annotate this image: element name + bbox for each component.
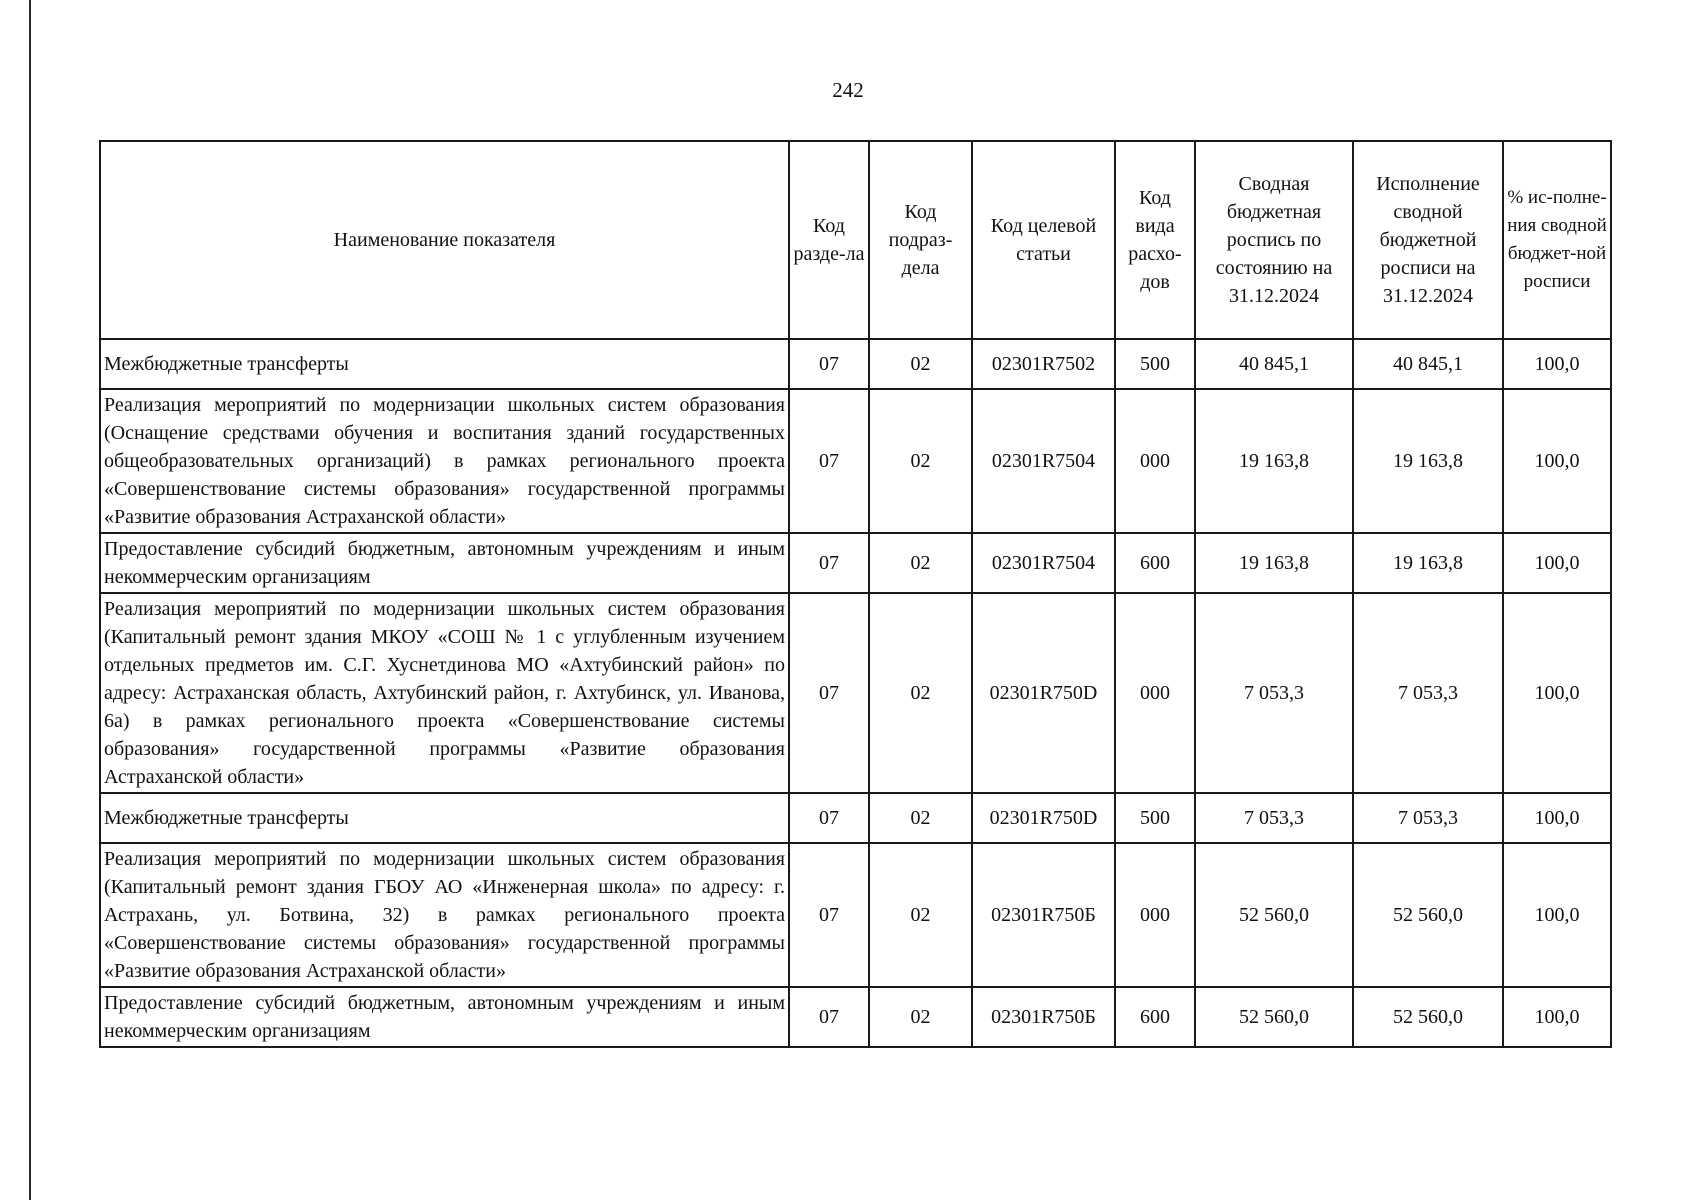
row-target-code: 02301R7504 xyxy=(972,533,1115,593)
row-name: Реализация мероприятий по модернизации школьных систем образования (Капитальный ремонт здания ГБОУ АО «Инженерная школа» по адресу: г. Астрахань, ул. Ботвина, 32) в рамках регионального проекта «Совершенствование системы образования» государственной программы «Развитие образования Астраханской области» xyxy=(100,843,789,987)
row-budget-plan: 52 560,0 xyxy=(1195,843,1353,987)
row-expense-type-code: 500 xyxy=(1115,339,1195,389)
row-budget-execution: 19 163,8 xyxy=(1353,533,1503,593)
table-row xyxy=(100,593,1611,793)
row-section-code: 07 xyxy=(789,593,869,793)
row-budget-plan: 19 163,8 xyxy=(1195,533,1353,593)
row-budget-execution: 40 845,1 xyxy=(1353,339,1503,389)
row-budget-plan: 52 560,0 xyxy=(1195,987,1353,1047)
row-target-code: 02301R750Б xyxy=(972,987,1115,1047)
row-name: Предоставление субсидий бюджетным, автономным учреждениям и иным некоммерческим организациям xyxy=(100,533,789,593)
header-budget-execution: Исполнение сводной бюджетной росписи на 31.12.2024 xyxy=(1353,141,1503,339)
row-subsection-code: 02 xyxy=(869,793,972,843)
row-section-code: 07 xyxy=(789,533,869,593)
row-expense-type-code: 500 xyxy=(1115,793,1195,843)
row-budget-plan: 40 845,1 xyxy=(1195,339,1353,389)
row-execution-percent: 100,0 xyxy=(1503,843,1611,987)
page-margin-line xyxy=(29,0,31,1200)
table-row xyxy=(100,339,1611,389)
row-budget-execution: 7 053,3 xyxy=(1353,793,1503,843)
row-target-code: 02301R750Б xyxy=(972,843,1115,987)
row-target-code: 02301R750D xyxy=(972,793,1115,843)
row-execution-percent: 100,0 xyxy=(1503,339,1611,389)
table-row xyxy=(100,843,1611,987)
row-name: Реализация мероприятий по модернизации школьных систем образования (Капитальный ремонт здания МКОУ «СОШ № 1 с углубленным изучением отдельных предметов им. С.Г. Хуснетдинова МО «Ахтубинский район» по адресу: Астраханская область, Ахтубинский район, г. Ахтубинск, ул. Иванова, 6а) в рамках регионального проекта «Совершенствование системы образования» государственной программы «Развитие образования Астраханской области» xyxy=(100,593,789,793)
row-expense-type-code: 000 xyxy=(1115,593,1195,793)
row-execution-percent: 100,0 xyxy=(1503,793,1611,843)
row-subsection-code: 02 xyxy=(869,593,972,793)
table-row xyxy=(100,389,1611,533)
row-budget-execution: 7 053,3 xyxy=(1353,593,1503,793)
row-section-code: 07 xyxy=(789,843,869,987)
row-budget-plan: 19 163,8 xyxy=(1195,389,1353,533)
row-subsection-code: 02 xyxy=(869,533,972,593)
table-row xyxy=(100,987,1611,1047)
row-budget-plan: 7 053,3 xyxy=(1195,793,1353,843)
header-subsection-code: Код подраз-дела xyxy=(869,141,972,339)
row-name: Межбюджетные трансферты xyxy=(100,793,789,843)
row-execution-percent: 100,0 xyxy=(1503,533,1611,593)
row-budget-plan: 7 053,3 xyxy=(1195,593,1353,793)
page-number: 242 xyxy=(832,78,864,102)
row-target-code: 02301R750D xyxy=(972,593,1115,793)
header-target-code: Код целевой статьи xyxy=(972,141,1115,339)
header-budget-plan: Сводная бюджетная роспись по состоянию на 31.12.2024 xyxy=(1195,141,1353,339)
row-subsection-code: 02 xyxy=(869,987,972,1047)
row-execution-percent: 100,0 xyxy=(1503,389,1611,533)
table-row xyxy=(100,793,1611,843)
row-section-code: 07 xyxy=(789,389,869,533)
row-subsection-code: 02 xyxy=(869,389,972,533)
table-row xyxy=(100,533,1611,593)
header-name: Наименование показателя xyxy=(100,141,789,339)
row-expense-type-code: 600 xyxy=(1115,533,1195,593)
row-section-code: 07 xyxy=(789,793,869,843)
row-section-code: 07 xyxy=(789,987,869,1047)
budget-execution-table xyxy=(99,140,1612,1048)
row-name: Межбюджетные трансферты xyxy=(100,339,789,389)
row-expense-type-code: 000 xyxy=(1115,389,1195,533)
row-expense-type-code: 000 xyxy=(1115,843,1195,987)
row-execution-percent: 100,0 xyxy=(1503,593,1611,793)
row-budget-execution: 52 560,0 xyxy=(1353,843,1503,987)
header-execution-percent: % ис-полне-ния сводной бюджет-ной росписи xyxy=(1503,141,1611,339)
header-expense-type-code: Код вида расхо-дов xyxy=(1115,141,1195,339)
row-name: Реализация мероприятий по модернизации школьных систем образования (Оснащение средствами обучения и воспитания зданий государственных общеобразовательных организаций) в рамках регионального проекта «Совершенствование системы образования» государственной программы «Развитие образования Астраханской области» xyxy=(100,389,789,533)
row-target-code: 02301R7504 xyxy=(972,389,1115,533)
row-expense-type-code: 600 xyxy=(1115,987,1195,1047)
row-subsection-code: 02 xyxy=(869,339,972,389)
row-name: Предоставление субсидий бюджетным, автономным учреждениям и иным некоммерческим организациям xyxy=(100,987,789,1047)
row-target-code: 02301R7502 xyxy=(972,339,1115,389)
table-header-row xyxy=(100,141,1611,339)
row-execution-percent: 100,0 xyxy=(1503,987,1611,1047)
header-section-code: Код разде-ла xyxy=(789,141,869,339)
row-budget-execution: 19 163,8 xyxy=(1353,389,1503,533)
row-budget-execution: 52 560,0 xyxy=(1353,987,1503,1047)
row-section-code: 07 xyxy=(789,339,869,389)
row-subsection-code: 02 xyxy=(869,843,972,987)
